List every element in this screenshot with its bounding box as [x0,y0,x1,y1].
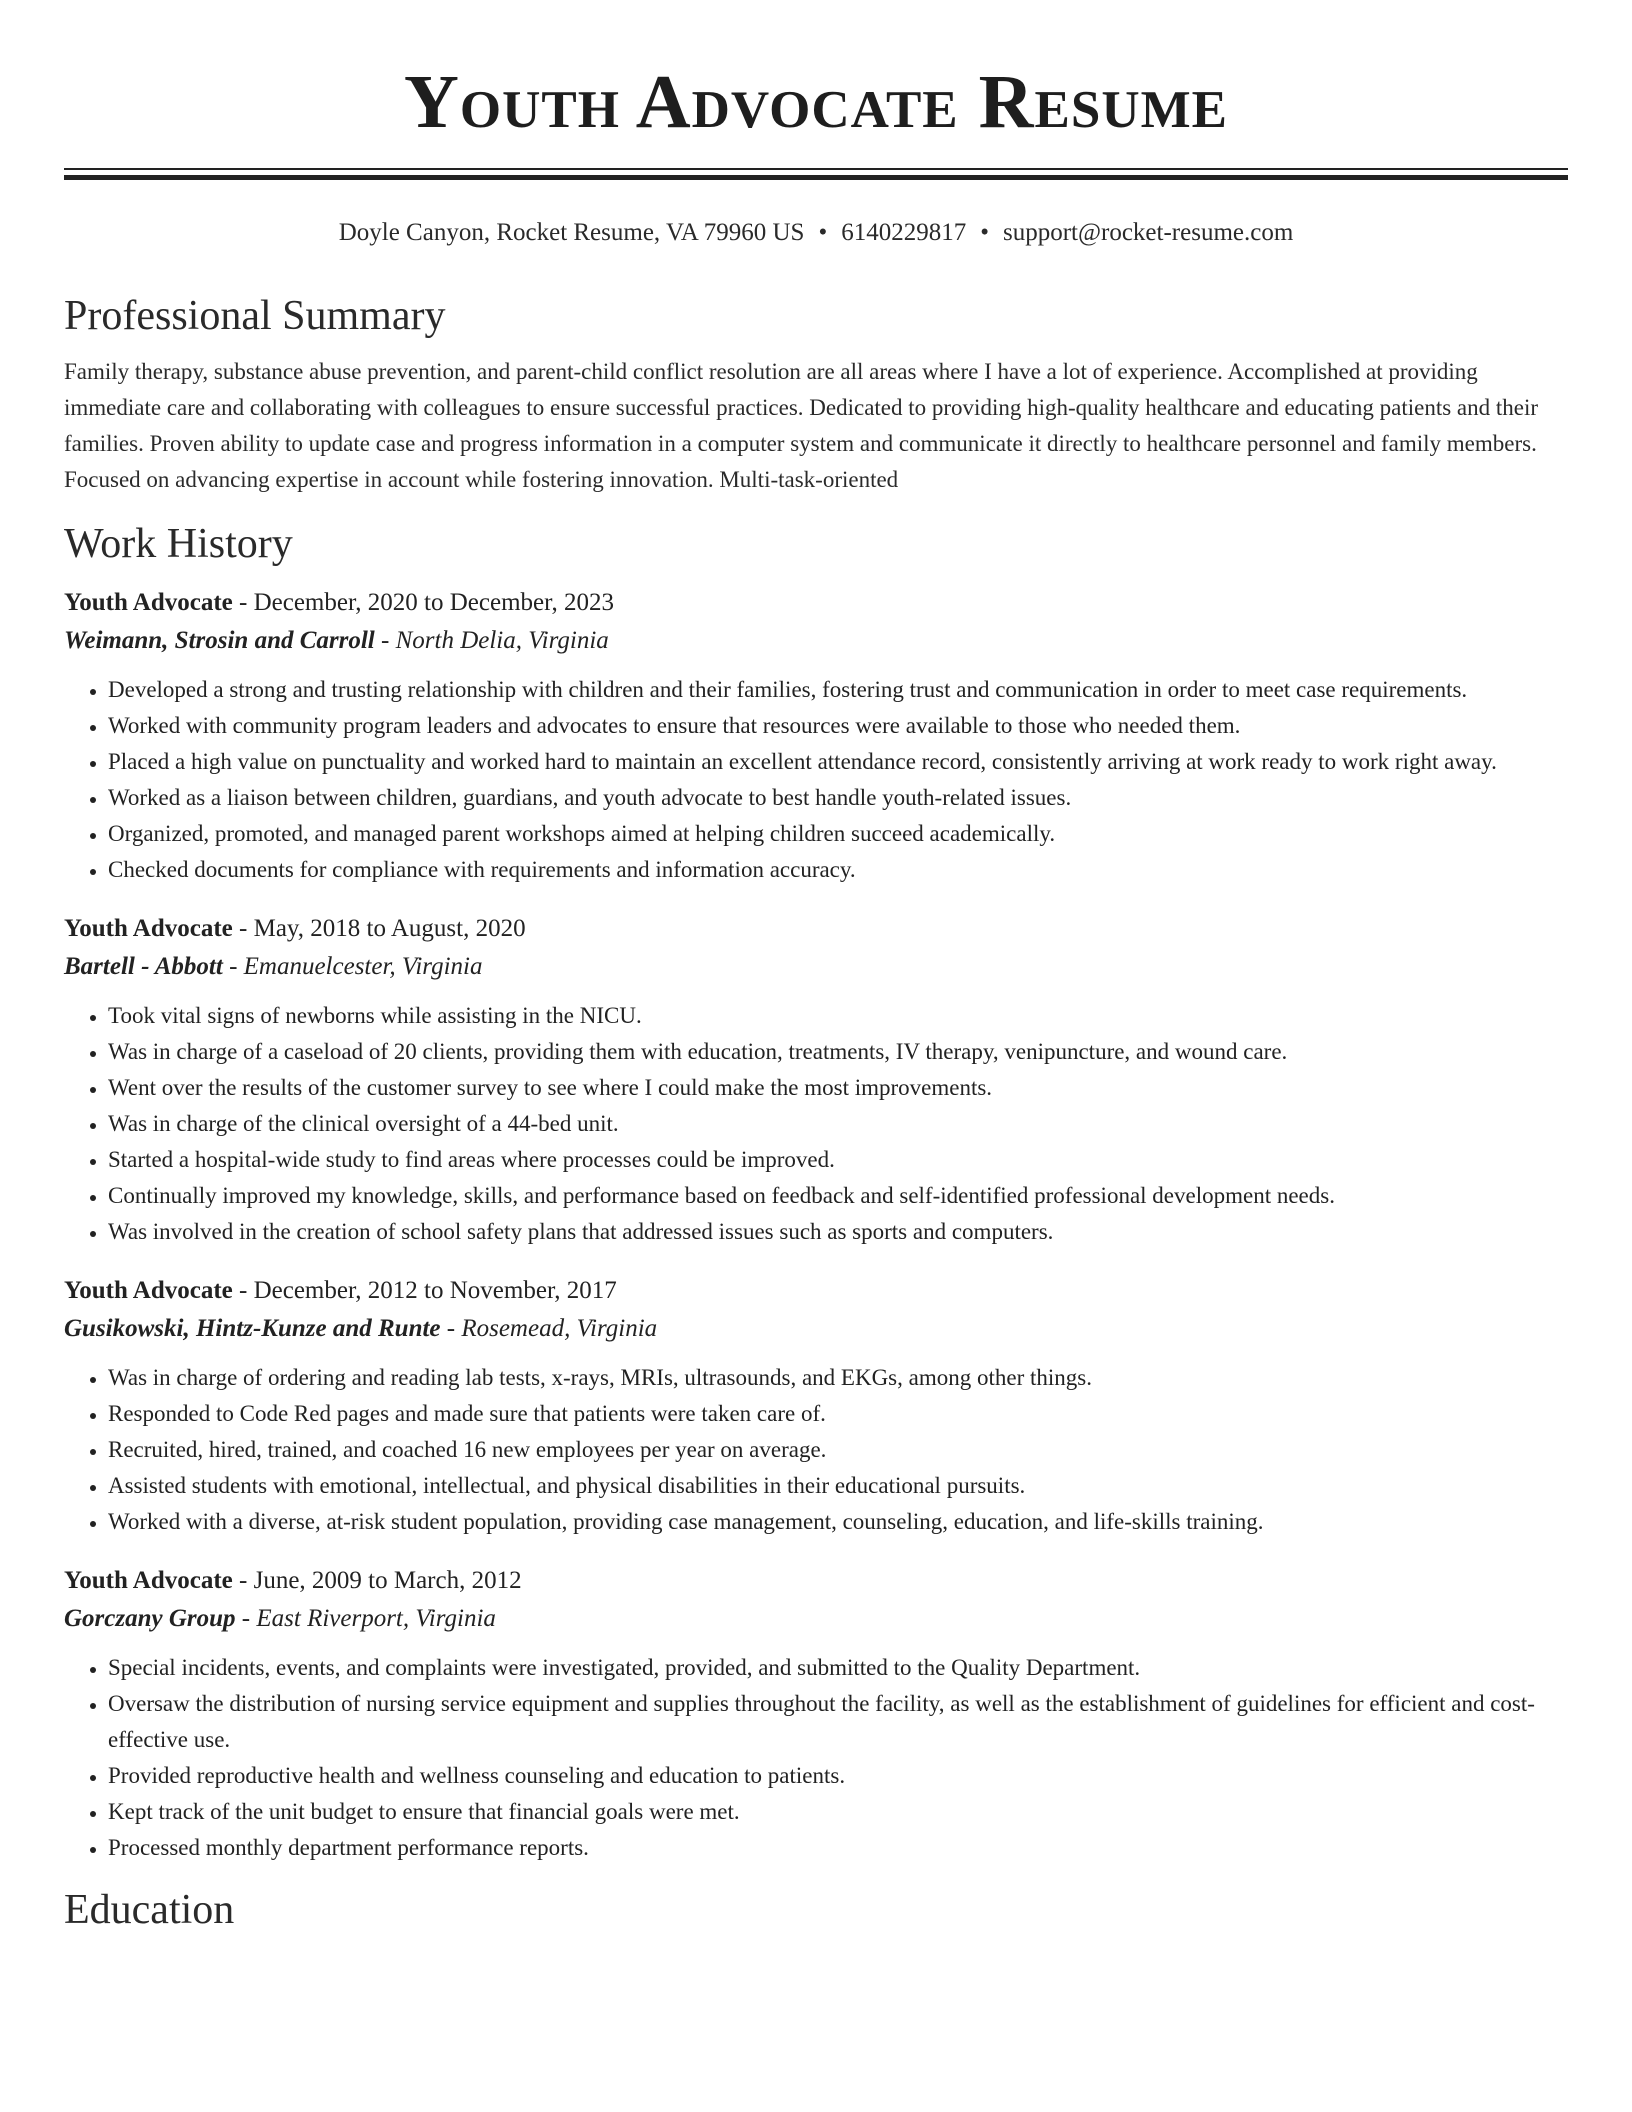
title-divider-thick [64,175,1568,180]
job-bullet: • Developed a strong and trusting relationship with children and their families, fostering trust and communication in order to meet case requirements. [108,672,1568,708]
job-title: Youth Advocate [64,1567,233,1594]
job-bullet: • Special incidents, events, and complaints were investigated, provided, and submitted to the Quality Department. [108,1650,1568,1686]
job-bullet: • Responded to Code Red pages and made sure that patients were taken care of. [108,1396,1568,1432]
job-bullet: • Was in charge of the clinical oversight of a 44-bed unit. [108,1106,1568,1142]
contact-line [64,216,1568,250]
job-bullets [64,1650,1568,1866]
job-bullet: • Was involved in the creation of school safety plans that addressed issues such as sports and computers. [108,1214,1568,1250]
job-title: Youth Advocate [64,1277,233,1304]
job-title-line [64,1272,1568,1310]
job-title: Youth Advocate [64,915,233,942]
employer-name: Weimann, Strosin and Carroll [64,627,375,654]
job-bullet: • Went over the results of the customer survey to see where I could make the most improvements. [108,1070,1568,1106]
job-bullet: • Started a hospital-wide study to find areas where processes could be improved. [108,1142,1568,1178]
job-entry [64,1562,1568,1866]
job-dates: - December, 2020 to December, 2023 [232,589,614,616]
employer-location: - North Delia, Virginia [374,627,609,654]
section-heading-summary: Professional Summary [64,293,446,339]
job-title: Youth Advocate [64,589,233,616]
job-dates: - December, 2012 to November, 2017 [232,1277,617,1304]
employer-name: Gorczany Group [64,1605,236,1632]
resume-page [64,0,1568,1936]
employer-line [64,948,1568,986]
section-heading-work-history: Work History [64,521,293,567]
job-bullet: • Oversaw the distribution of nursing service equipment and supplies throughout the facility, as well as the establishment of guidelines for efficient and cost-effective use. [108,1686,1568,1758]
contact-address: Doyle Canyon, Rocket Resume, VA 79960 US [338,219,805,246]
job-bullet: • Placed a high value on punctuality and worked hard to maintain an excellent attendance record, consistently arriving at work ready to work right away. [108,744,1568,780]
job-bullet: • Organized, promoted, and managed parent workshops aimed at helping children succeed academically. [108,816,1568,852]
job-bullet: • Processed monthly department performance reports. [108,1830,1568,1866]
job-bullet: • Provided reproductive health and wellness counseling and education to patients. [108,1758,1568,1794]
job-bullet: • Continually improved my knowledge, skills, and performance based on feedback and self-identified professional development needs. [108,1178,1568,1214]
title-divider-thin [64,168,1568,170]
job-bullet: • Worked with a diverse, at-risk student population, providing case management, counseling, education, and life-skills training. [108,1504,1568,1540]
job-bullets [64,1360,1568,1540]
job-bullet: • Assisted students with emotional, intellectual, and physical disabilities in their educational pursuits. [108,1468,1568,1504]
contact-email: support@rocket-resume.com [1002,219,1294,246]
job-title-line [64,584,1568,622]
contact-phone: 6140229817 [841,219,967,246]
job-entry [64,910,1568,1250]
job-dates: - May, 2018 to August, 2020 [232,915,526,942]
job-title-line [64,1562,1568,1600]
job-bullet: • Worked as a liaison between children, guardians, and youth advocate to best handle youth-related issues. [108,780,1568,816]
job-entry [64,584,1568,888]
page-title: Youth Advocate Resume [403,60,1229,144]
job-bullet: • Recruited, hired, trained, and coached 16 new employees per year on average. [108,1432,1568,1468]
employer-name: Gusikowski, Hintz-Kunze and Runte [64,1315,441,1342]
employer-location: - Rosemead, Virginia [440,1315,658,1342]
contact-separator: • [818,219,828,246]
employer-line [64,1310,1568,1348]
employer-location: - Emanuelcester, Virginia [222,953,483,980]
job-entry [64,1272,1568,1540]
contact-separator: • [980,219,989,246]
employer-line [64,622,1568,660]
employer-line [64,1600,1568,1638]
job-bullets [64,672,1568,888]
summary-text: Family therapy, substance abuse prevention, and parent-child conflict resolution are all areas where I have a lot of experience. Accomplished at providing immediate care and collaborating with colleagues to ensure successful practices. Dedicated to providing high-quality healthcare and educating patients and their families. Proven ability to update case and progress information in a computer system and communicate it directly to healthcare personnel and family members. Focused on advancing expertise in account while fostering innovation. Multi-task-oriented [64,359,1539,492]
work-history-list [64,584,1568,1866]
job-bullet: • Took vital signs of newborns while assisting in the NICU. [108,998,1568,1034]
job-bullet: • Worked with community program leaders and advocates to ensure that resources were available to those who needed them. [108,708,1568,744]
job-title-line [64,910,1568,948]
section-heading-education: Education [64,1887,235,1933]
job-bullet: • Checked documents for compliance with requirements and information accuracy. [108,852,1568,888]
employer-name: Bartell - Abbott [64,953,223,980]
employer-location: - East Riverport, Virginia [235,1605,496,1632]
job-bullet: • Kept track of the unit budget to ensure that financial goals were met. [108,1794,1568,1830]
job-bullets [64,998,1568,1250]
job-bullet: • Was in charge of ordering and reading lab tests, x-rays, MRIs, ultrasounds, and EKGs, among other things. [108,1360,1568,1396]
job-dates: - June, 2009 to March, 2012 [232,1567,522,1594]
job-bullet: • Was in charge of a caseload of 20 clients, providing them with education, treatments, IV therapy, venipuncture, and wound care. [108,1034,1568,1070]
